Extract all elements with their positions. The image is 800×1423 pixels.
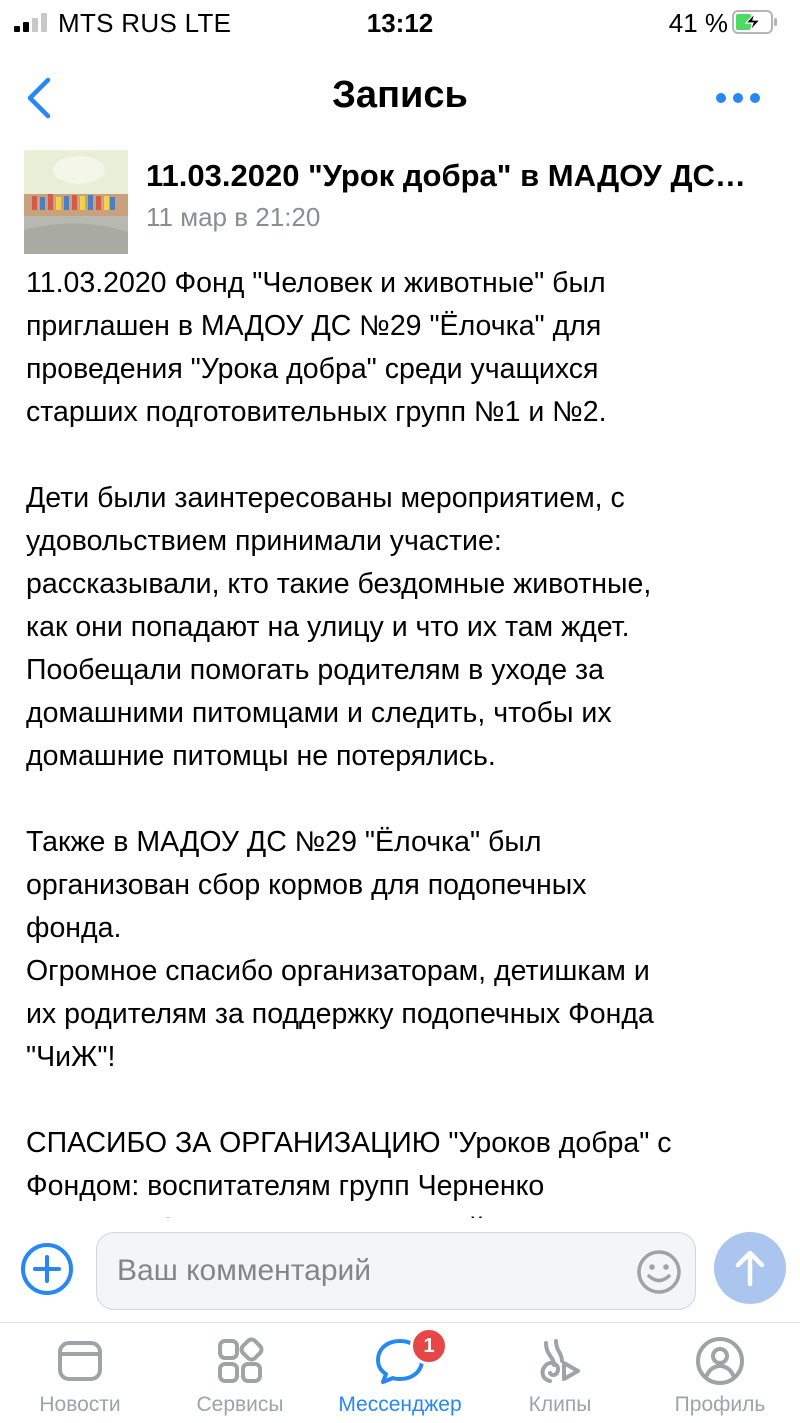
carrier-label: MTS RUS LTE	[58, 8, 232, 38]
add-attachment-icon[interactable]	[20, 1242, 74, 1296]
tab-label: Сервисы	[196, 1393, 284, 1416]
tab-label: Профиль	[674, 1393, 766, 1416]
clips-icon	[532, 1333, 588, 1389]
post-paragraph: 11.03.2020 Фонд "Человек и животные" был приглашен в МАДОУ ДС №29 "Ёлочка" для проведения "Урока добра" среди учащихся старших подготовительных групп №1 и №2.	[26, 267, 607, 428]
avatar[interactable]	[24, 150, 128, 254]
tab-clips[interactable]	[480, 1323, 640, 1423]
page-title: Запись	[332, 74, 468, 116]
tab-label: Клипы	[528, 1393, 592, 1416]
news-icon	[52, 1333, 108, 1389]
post-paragraph: Дети были заинтересованы мероприятием, с удовольствием принимали участие: рассказывали, кто такие бездомные животные, как они попадают на улицу и что их там ждет. Пообещали помогать родителям в уходе за домашними питомцами и следить, чтобы их домашние питомцы не потерялись.	[26, 482, 652, 772]
post-date: 11 мар в 21:20	[146, 202, 321, 232]
profile-icon	[692, 1333, 748, 1389]
post-paragraph: Также в МАДОУ ДС №29 "Ёлочка" был организован сбор кормов для подопечных фонда. Огромное спасибо организаторам, детишкам и их родителям за поддержку подопечных Фонда "ЧиЖ"!	[26, 826, 654, 1073]
navigation-bar	[0, 56, 800, 140]
comment-input[interactable]	[117, 1251, 617, 1291]
tab-services[interactable]	[160, 1323, 320, 1423]
unread-badge: 1	[410, 1327, 448, 1365]
post-title[interactable]: 11.03.2020 "Урок добра" в МАДОУ ДС…	[146, 158, 746, 193]
services-icon	[212, 1333, 268, 1389]
arrow-up-icon	[714, 1232, 786, 1304]
tab-label: Новости	[39, 1393, 121, 1416]
post-text	[26, 262, 786, 1214]
status-bar	[0, 0, 800, 46]
tab-messenger[interactable]	[320, 1323, 480, 1423]
post-paragraph: СПАСИБО ЗА ОРГАНИЗАЦИЮ "Уроков добра" с Фондом: воспитателям групп Черненко	[26, 1127, 672, 1202]
tab-bar	[0, 1322, 800, 1422]
emoji-icon[interactable]	[635, 1248, 683, 1296]
comment-bar	[0, 1218, 800, 1322]
tab-label: Мессенджер	[338, 1393, 462, 1416]
battery-percent: 41 %	[668, 8, 728, 38]
more-options-icon[interactable]	[714, 86, 762, 110]
send-button[interactable]	[714, 1232, 786, 1304]
clock: 13:12	[366, 8, 434, 38]
tab-profile[interactable]	[640, 1323, 800, 1423]
tab-news[interactable]	[0, 1323, 160, 1423]
battery-charging-icon	[732, 10, 778, 34]
comment-field[interactable]	[96, 1232, 696, 1310]
